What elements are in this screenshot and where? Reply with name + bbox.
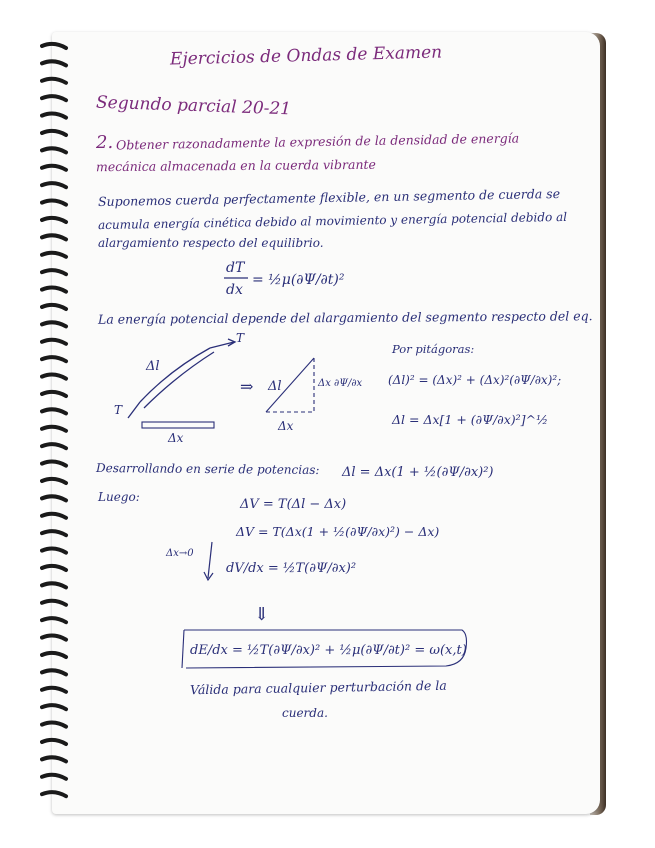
potential-energy-line: La energía potencial depende del alargamiento del segmento respecto del eq. [97,308,593,327]
paragraph-line-3: alargamiento respecto del equilibrio. [98,236,324,250]
string-segment-diagram [110,330,380,450]
implies-down-arrow: ⇓ [254,604,270,625]
spiral-ring [42,357,66,361]
dvdx-eq: dV/dx = ½T(∂Ψ/∂x)² [226,561,357,576]
potential-derivation [160,486,460,596]
spiral-ring [42,583,66,587]
spiral-ring [42,44,66,48]
delta-x-label-2: Δx [278,419,294,433]
series-expansion-line: Desarrollando en serie de potencias: [95,461,320,477]
spiral-ring [42,340,66,344]
page-title: Ejercicios de Ondas de Examen [169,42,443,70]
spiral-ring [42,444,66,448]
spiral-ring [42,288,66,292]
paragraph-line-1: Suponemos cuerda perfectamente flexible, en un segmento de cuerda se [97,185,561,210]
spiral-ring [42,114,66,118]
spiral-ring [42,253,66,257]
delta-x-label: Δx [168,431,184,445]
spiral-ring [42,166,66,170]
limit-arrow [208,542,212,578]
spiral-ring [42,792,66,796]
spiral-ring [42,270,66,274]
section-heading: Segundo parcial 20-21 [95,92,292,120]
question-line-2: mecánica almacenada en la cuerda vibrante [95,156,376,175]
spiral-ring [42,723,66,727]
base-segment [142,422,214,428]
problem-number: 2. [96,132,114,153]
spiral-ring [42,705,66,709]
paragraph-line-2: acumula energía cinética debido al movimiento y energía potencial debido al [97,209,568,233]
spiral-ring [42,409,66,413]
spiral-ring [42,218,66,222]
string-curve-upper [140,348,210,402]
spiral-ring [42,96,66,100]
spiral-ring [42,322,66,326]
spiral-ring [42,479,66,483]
vertical-side-label: Δx ∂Ψ/∂x [318,378,363,389]
spiral-ring [42,670,66,674]
tension-label-top: T [236,331,245,345]
spiral-ring [42,375,66,379]
result-box-left [182,630,184,668]
spiral-ring [42,148,66,152]
implies-arrow: ⇒ [240,377,254,396]
spiral-ring [42,514,66,518]
implies-down [250,598,280,628]
spiral-ring [42,131,66,135]
delta-l-label: Δl [146,359,160,374]
spiral-ring [42,740,66,744]
spiral-ring [42,653,66,657]
spiral-ring [42,462,66,466]
spiral-ring [42,305,66,309]
final-eq: dE/dx = ½T(∂Ψ/∂x)² + ½μ(∂Ψ/∂t)² = ω(x,t) [190,643,467,658]
dv-eq: ΔV = T(Δl − Δx) [240,497,347,512]
tension-label-left: T [114,403,123,417]
pythagoras-label: Por pitágoras: [392,342,475,356]
spiral-ring [42,636,66,640]
validity-line-2: cuerda. [282,706,328,720]
spiral-ring [42,496,66,500]
delta-l-label-2: Δl [268,379,282,394]
delta-l-eq: Δl = Δx[1 + (∂Ψ/∂x)²]^½ [392,412,549,427]
series-eq: Δl = Δx(1 + ½(∂Ψ/∂x)²) [342,465,494,480]
kinetic-lhs-den: dx [226,282,243,298]
equation-kinetic [220,254,360,300]
spiral-ring [42,566,66,570]
spiral-ring [42,183,66,187]
question-line-1: Obtener razonadamente la expresión de la densidad de energía [115,130,520,153]
kinetic-rhs: = ½μ(∂Ψ/∂t)² [252,272,345,288]
series-equation [340,450,540,490]
pythagoras-eq: (Δl)² = (Δx)² + (Δx)²(∂Ψ/∂x)²; [388,373,562,387]
final-result-box [176,626,476,672]
spiral-ring [42,549,66,553]
spiral-binding [40,40,70,810]
spiral-ring [42,427,66,431]
limit-label: Δx→0 [166,548,194,559]
spiral-ring [42,775,66,779]
kinetic-lhs-num: dT [226,260,245,276]
spiral-ring [42,79,66,83]
spiral-ring [42,235,66,239]
spiral-ring [42,61,66,65]
tension-arrow-left [128,402,140,418]
validity-line-1: Válida para cualquier perturbación de la [189,677,447,698]
spiral-ring [42,757,66,761]
spiral-ring [42,201,66,205]
then-label: Luego: [98,490,140,504]
spiral-ring [42,618,66,622]
spiral-ring [42,531,66,535]
spiral-ring [42,392,66,396]
spiral-ring [42,601,66,605]
pythagoras-equations [386,362,596,442]
spiral-ring [42,688,66,692]
dv-eq-2: ΔV = T(Δx(1 + ½(∂Ψ/∂x)²) − Δx) [236,524,440,539]
